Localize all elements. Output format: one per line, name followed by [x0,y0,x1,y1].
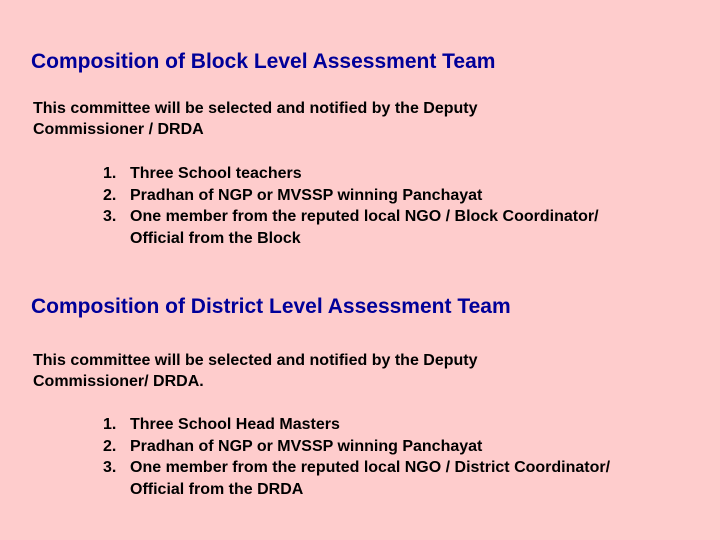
list-item-number: 2. [103,186,117,204]
block-team-list [103,163,703,249]
list-item-text: Three School Head Masters [130,416,340,433]
list-item [103,414,703,436]
list-item-number: 3. [103,459,117,476]
list-item [103,206,703,249]
list-item-number: 1. [103,416,117,433]
district-team-heading: Composition of District Level Assessment Team [31,295,511,318]
list-item-number: 2. [103,437,117,455]
district-team-intro [33,350,593,392]
list-item-text: Pradhan of NGP or MVSSP winning Panchayat [130,437,483,455]
district-intro-line-1: This committee will be selected and notified by the Deputy [33,352,478,369]
list-item-text-line: Official from the Block [130,229,301,247]
block-team-intro [33,98,593,140]
list-item-text: Three School teachers [130,165,302,182]
list-item [103,436,703,458]
list-item [103,185,703,207]
block-intro-line-1: This committee will be selected and notified by the Deputy [33,100,478,117]
list-item-number: 3. [103,208,117,225]
list-item-text-line: Official from the DRDA [130,480,304,498]
list-item-number: 1. [103,165,117,182]
district-intro-line-2: Commissioner/ DRDA. [33,373,204,390]
list-item [103,163,703,185]
list-item-text-line: One member from the reputed local NGO / District Coordinator/ [130,459,611,476]
list-item-text [130,457,703,500]
district-team-list [103,414,703,500]
list-item [103,457,703,500]
list-item-text: Pradhan of NGP or MVSSP winning Panchayat [130,186,483,204]
list-item-text [130,206,703,249]
list-item-text-line: One member from the reputed local NGO / Block Coordinator/ [130,208,599,225]
block-intro-line-2: Commissioner / DRDA [33,121,204,138]
block-team-heading: Composition of Block Level Assessment Team [31,50,496,73]
